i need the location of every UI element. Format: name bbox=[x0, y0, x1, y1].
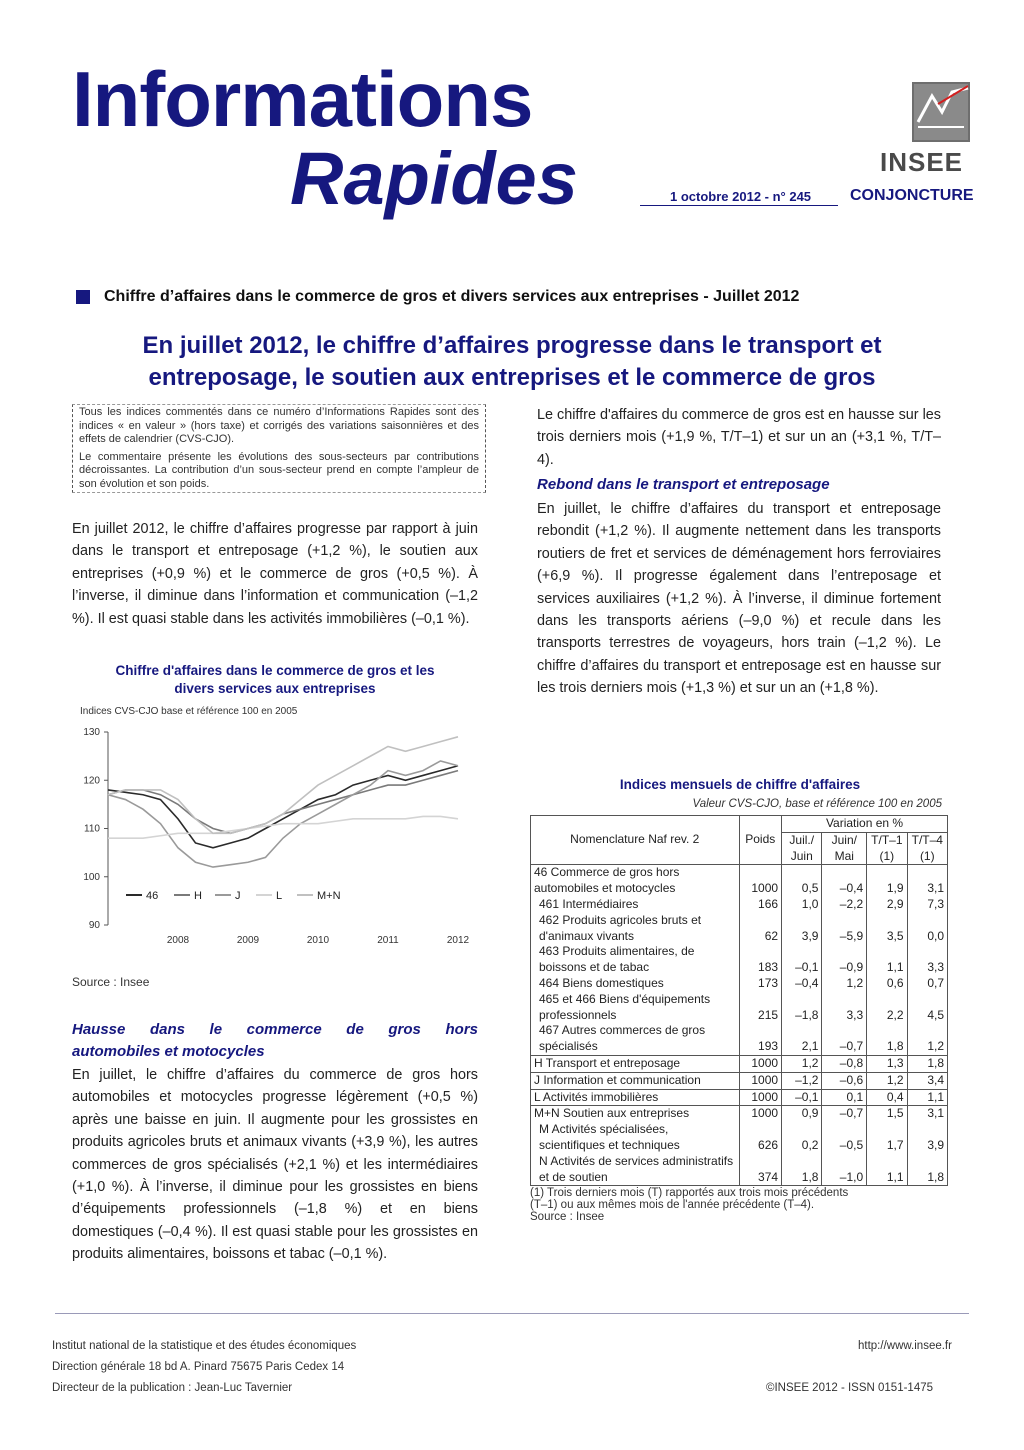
masthead-title-rapides: Rapides bbox=[290, 137, 578, 220]
row-v4: 3,4 bbox=[907, 1072, 947, 1089]
row-label: H Transport et entreposage bbox=[531, 1055, 740, 1072]
th-nomenclature: Nomenclature Naf rev. 2 bbox=[531, 816, 740, 865]
table-row bbox=[531, 1122, 948, 1154]
row-v4: 1,2 bbox=[907, 1023, 947, 1055]
row-v2: –0,7 bbox=[822, 1106, 867, 1122]
insee-logo-icon bbox=[912, 82, 970, 142]
row-label: 463 Produits alimentaires, de boissons et de tabac bbox=[531, 944, 740, 976]
chart-title bbox=[72, 662, 478, 698]
row-poids: 193 bbox=[739, 1023, 782, 1055]
x-tick-label: 2010 bbox=[306, 935, 330, 946]
footer-institute: Institut national de la statistique et des études économiques bbox=[52, 1340, 357, 1352]
y-tick-label: 120 bbox=[83, 775, 100, 787]
row-v1: –1,2 bbox=[782, 1072, 822, 1089]
row-label: J Information et communication bbox=[531, 1072, 740, 1089]
th-mai: Mai bbox=[834, 848, 854, 863]
row-v1: 3,9 bbox=[782, 913, 822, 945]
row-v3: 0,6 bbox=[867, 976, 907, 992]
row-v2: –2,2 bbox=[822, 897, 867, 913]
footer-url-link[interactable]: http://www.insee.fr bbox=[858, 1340, 952, 1352]
table-row bbox=[531, 976, 948, 992]
th-juin-mai bbox=[822, 832, 867, 865]
row-poids: 1000 bbox=[739, 1072, 782, 1089]
th-juin: Juin bbox=[790, 848, 813, 863]
row-poids: 374 bbox=[739, 1154, 782, 1186]
table-row bbox=[531, 992, 948, 1024]
row-poids: 1000 bbox=[739, 1089, 782, 1106]
section-heading-wholesale bbox=[72, 1019, 478, 1063]
row-label: 462 Produits agricoles bruts et d'animaux vivants bbox=[531, 913, 740, 945]
row-v4: 1,1 bbox=[907, 1089, 947, 1106]
section-heading-wholesale-line-1: Hausse dans le commerce de gros hors bbox=[72, 1021, 478, 1038]
row-v2: 0,1 bbox=[822, 1089, 867, 1106]
row-v4: 1,8 bbox=[907, 1154, 947, 1186]
row-v2: –0,6 bbox=[822, 1072, 867, 1089]
table-footnote-1: (1) Trois derniers mois (T) rapportés aux trois mois précédents bbox=[530, 1187, 849, 1200]
row-v2: –0,9 bbox=[822, 944, 867, 976]
row-v1: –0,1 bbox=[782, 1089, 822, 1106]
x-tick-label: 2009 bbox=[236, 935, 260, 946]
table-row bbox=[531, 1023, 948, 1055]
row-v3: 1,5 bbox=[867, 1106, 907, 1122]
th-tt4 bbox=[907, 832, 947, 865]
row-v1: 0,9 bbox=[782, 1106, 822, 1122]
row-label: 464 Biens domestiques bbox=[531, 976, 740, 992]
row-poids: 626 bbox=[739, 1122, 782, 1154]
method-note-1: Tous les indices commentés dans ce numéro d’Informations Rapides sont des indices « en valeur » (hors taxe) et corrigés des variations saisonnières et des effets de calendrier (CVS-CJO). bbox=[79, 406, 479, 445]
row-v1: –0,4 bbox=[782, 976, 822, 992]
x-tick-label: 2012 bbox=[446, 935, 470, 946]
row-v2: –0,8 bbox=[822, 1055, 867, 1072]
row-v4: 3,1 bbox=[907, 1106, 947, 1122]
row-v4: 3,3 bbox=[907, 944, 947, 976]
row-v2: –0,5 bbox=[822, 1122, 867, 1154]
chart-title-line-1: Chiffre d'affaires dans le commerce de gros et les bbox=[115, 663, 435, 678]
method-note-box bbox=[72, 404, 486, 493]
headline-line-2: entreposage, le soutien aux entreprises et le commerce de gros bbox=[148, 364, 876, 391]
th-juil-juin bbox=[782, 832, 822, 865]
indices-table-wrapper bbox=[530, 815, 950, 1223]
masthead-title-informations: Informations bbox=[72, 55, 533, 143]
row-v3: 1,1 bbox=[867, 944, 907, 976]
row-v1: 1,0 bbox=[782, 897, 822, 913]
row-v3: 0,4 bbox=[867, 1089, 907, 1106]
row-v2: –1,0 bbox=[822, 1154, 867, 1186]
row-poids: 183 bbox=[739, 944, 782, 976]
row-v4: 7,3 bbox=[907, 897, 947, 913]
row-v3: 1,9 bbox=[867, 865, 907, 897]
table-source: Source : Insee bbox=[530, 1211, 605, 1224]
transport-paragraph: En juillet, le chiffre d’affaires du transport et entreposage rebondit (+1,2 %). Il augmente nettement dans les transports routiers de fret et services de déménagement hors ferroviaires (+6,9 %). Il progresse également dans l’entreposage et services auxiliaires (+1,2 %). À l’inverse, il diminue fortement dans les transports aériens (–9,0 %) et recule dans les transports terrestres de voyageurs, hors train (–1,2 %). Le chiffre d’affaires du transport et entreposage est en hausse sur les trois derniers mois (+1,3 %) et sur un an (+1,8 %). bbox=[537, 501, 941, 697]
wholesale-trend-paragraph: Le chiffre d'affaires du commerce de gros est en hausse sur les trois derniers mois (+1,9 %, T/T–1) et sur un an (+3,1 %, T/T–4). bbox=[537, 407, 941, 468]
table-footnote-2: (T–1) ou aux mêmes mois de l'année précédente (T–4). bbox=[530, 1199, 815, 1212]
x-tick-label: 2011 bbox=[377, 935, 399, 946]
y-tick-label: 100 bbox=[83, 871, 100, 883]
row-v4: 3,1 bbox=[907, 865, 947, 897]
masthead-rule bbox=[640, 205, 838, 206]
row-v1: 1,2 bbox=[782, 1055, 822, 1072]
table-row bbox=[531, 897, 948, 913]
insee-wordmark: INSEE bbox=[880, 147, 964, 177]
th-tt1-label: T/T–1 bbox=[871, 832, 903, 847]
issue-date: 1 octobre 2012 - n° 245 bbox=[670, 189, 812, 204]
row-v1: 2,1 bbox=[782, 1023, 822, 1055]
chart-title-line-2: divers services aux entreprises bbox=[174, 681, 376, 696]
row-v3: 1,3 bbox=[867, 1055, 907, 1072]
row-v1: 0,2 bbox=[782, 1122, 822, 1154]
row-poids: 1000 bbox=[739, 865, 782, 897]
row-poids: 1000 bbox=[739, 1106, 782, 1122]
row-poids: 215 bbox=[739, 992, 782, 1024]
th-tt4-label: T/T–4 bbox=[911, 832, 943, 847]
row-label: M Activités spécialisées, scientifiques et techniques bbox=[531, 1122, 740, 1154]
table-row bbox=[531, 1106, 948, 1122]
method-note-2: Le commentaire présente les évolutions des sous-secteurs par contributions décroissantes. La contribution d’un sous-secteur prend en compte l’ampleur de son évolution et son poids. bbox=[79, 450, 479, 490]
footer-director: Directeur de la publication : Jean-Luc Tavernier bbox=[52, 1382, 293, 1394]
chart-source: Source : Insee bbox=[72, 975, 150, 989]
th-tt1 bbox=[867, 832, 907, 865]
row-v1: 1,8 bbox=[782, 1154, 822, 1186]
chart-subtitle: Indices CVS-CJO base et référence 100 en 2005 bbox=[80, 706, 298, 717]
row-v4: 0,7 bbox=[907, 976, 947, 992]
row-label: L Activités immobilières bbox=[531, 1089, 740, 1106]
row-v3: 1,2 bbox=[867, 1072, 907, 1089]
row-label: 467 Autres commerces de gros spécialisés bbox=[531, 1023, 740, 1055]
row-poids: 173 bbox=[739, 976, 782, 992]
th-poids: Poids bbox=[739, 816, 782, 865]
section-heading-wholesale-line-2: automobiles et motocycles bbox=[72, 1043, 265, 1060]
row-poids: 166 bbox=[739, 897, 782, 913]
row-poids: 62 bbox=[739, 913, 782, 945]
table-subtitle: Valeur CVS-CJO, base et référence 100 en 2005 bbox=[692, 798, 942, 810]
legend-label-46: 46 bbox=[146, 890, 159, 902]
row-poids: 1000 bbox=[739, 1055, 782, 1072]
table-title: Indices mensuels de chiffre d'affaires bbox=[619, 777, 861, 792]
table-row bbox=[531, 1154, 948, 1186]
table-row bbox=[531, 913, 948, 945]
legend-label-L: L bbox=[276, 890, 283, 902]
row-v1: –0,1 bbox=[782, 944, 822, 976]
series-label: CONJONCTURE bbox=[850, 187, 974, 204]
row-label: 465 et 466 Biens d'équipements professionnels bbox=[531, 992, 740, 1024]
section-heading-transport: Rebond dans le transport et entreposage bbox=[537, 476, 830, 493]
th-juin2: Juin/ bbox=[831, 832, 857, 847]
table-row bbox=[531, 1089, 948, 1106]
row-v3: 2,9 bbox=[867, 897, 907, 913]
row-v4: 1,8 bbox=[907, 1055, 947, 1072]
row-label: M+N Soutien aux entreprises bbox=[531, 1106, 740, 1122]
table-row bbox=[531, 1055, 948, 1072]
footer-address: Direction générale 18 bd A. Pinard 75675 Paris Cedex 14 bbox=[52, 1361, 345, 1373]
wholesale-paragraph: En juillet, le chiffre d’affaires du commerce de gros hors automobiles et motocycles progresse légèrement (+0,5 %) après une baisse en juin. Il augmente pour les grossistes en produits agricoles bruts et animaux vivants (+3,9 %), les autres commerces de gros spécialisés (+2,1 %) et les intermédiaires (+1,0 %). À l’inverse, il diminue pour les grossistes en biens d’équipements professionnels (–1,8 %) et en biens domestiques (–0,4 %). Il est quasi stable pour les grossistes en produits alimentaires, boissons et tabac (–0,1 %). bbox=[72, 1067, 478, 1263]
row-v2: 1,2 bbox=[822, 976, 867, 992]
row-v4: 0,0 bbox=[907, 913, 947, 945]
row-v2: 3,3 bbox=[822, 992, 867, 1024]
square-bullet-icon bbox=[76, 290, 90, 304]
y-tick-label: 110 bbox=[84, 823, 100, 835]
row-v3: 3,5 bbox=[867, 913, 907, 945]
row-v2: –0,4 bbox=[822, 865, 867, 897]
headline bbox=[80, 330, 944, 394]
indices-table bbox=[530, 815, 948, 1186]
row-v3: 1,7 bbox=[867, 1122, 907, 1154]
footer-copyright: ©INSEE 2012 - ISSN 0151-1475 bbox=[766, 1382, 934, 1394]
table-row bbox=[531, 865, 948, 897]
row-v2: –0,7 bbox=[822, 1023, 867, 1055]
th-tt4-note: (1) bbox=[919, 848, 935, 863]
legend-label-J: J bbox=[235, 890, 241, 902]
x-tick-label: 2008 bbox=[166, 935, 190, 946]
th-juil: Juil./ bbox=[789, 832, 815, 847]
row-v1: 0,5 bbox=[782, 865, 822, 897]
row-label: N Activités de services administratifs et de soutien bbox=[531, 1154, 740, 1186]
row-v3: 1,8 bbox=[867, 1023, 907, 1055]
row-v3: 1,1 bbox=[867, 1154, 907, 1186]
row-v2: –5,9 bbox=[822, 913, 867, 945]
th-variation: Variation en % bbox=[782, 816, 948, 833]
footer-rule bbox=[55, 1313, 969, 1314]
line-chart bbox=[70, 720, 480, 960]
row-v1: –1,8 bbox=[782, 992, 822, 1024]
th-tt1-note: (1) bbox=[879, 848, 895, 863]
kicker: Chiffre d’affaires dans le commerce de gros et divers services aux entreprises - Juillet 2012 bbox=[104, 288, 800, 305]
row-v4: 3,9 bbox=[907, 1122, 947, 1154]
table-row bbox=[531, 944, 948, 976]
row-label: 461 Intermédiaires bbox=[531, 897, 740, 913]
lead-paragraph: En juillet 2012, le chiffre d’affaires progresse par rapport à juin dans le transport et entreposage (+1,2 %), le soutien aux entreprises (+0,9 %) et le commerce de gros (+0,5 %). À l’inverse, il diminue dans l’information et communication (–1,2 %). Il est quasi stable dans les activités immobilières (–0,1 %). bbox=[72, 521, 478, 627]
y-tick-label: 130 bbox=[83, 727, 100, 738]
row-v4: 4,5 bbox=[907, 992, 947, 1024]
row-label: 46 Commerce de gros hors automobiles et motocycles bbox=[531, 865, 740, 897]
row-v3: 2,2 bbox=[867, 992, 907, 1024]
table-row bbox=[531, 1072, 948, 1089]
headline-line-1: En juillet 2012, le chiffre d’affaires progresse dans le transport et bbox=[142, 332, 882, 359]
legend-label-H: H bbox=[194, 890, 202, 902]
legend-label-M+N: M+N bbox=[317, 890, 341, 902]
y-tick-label: 90 bbox=[88, 920, 100, 931]
